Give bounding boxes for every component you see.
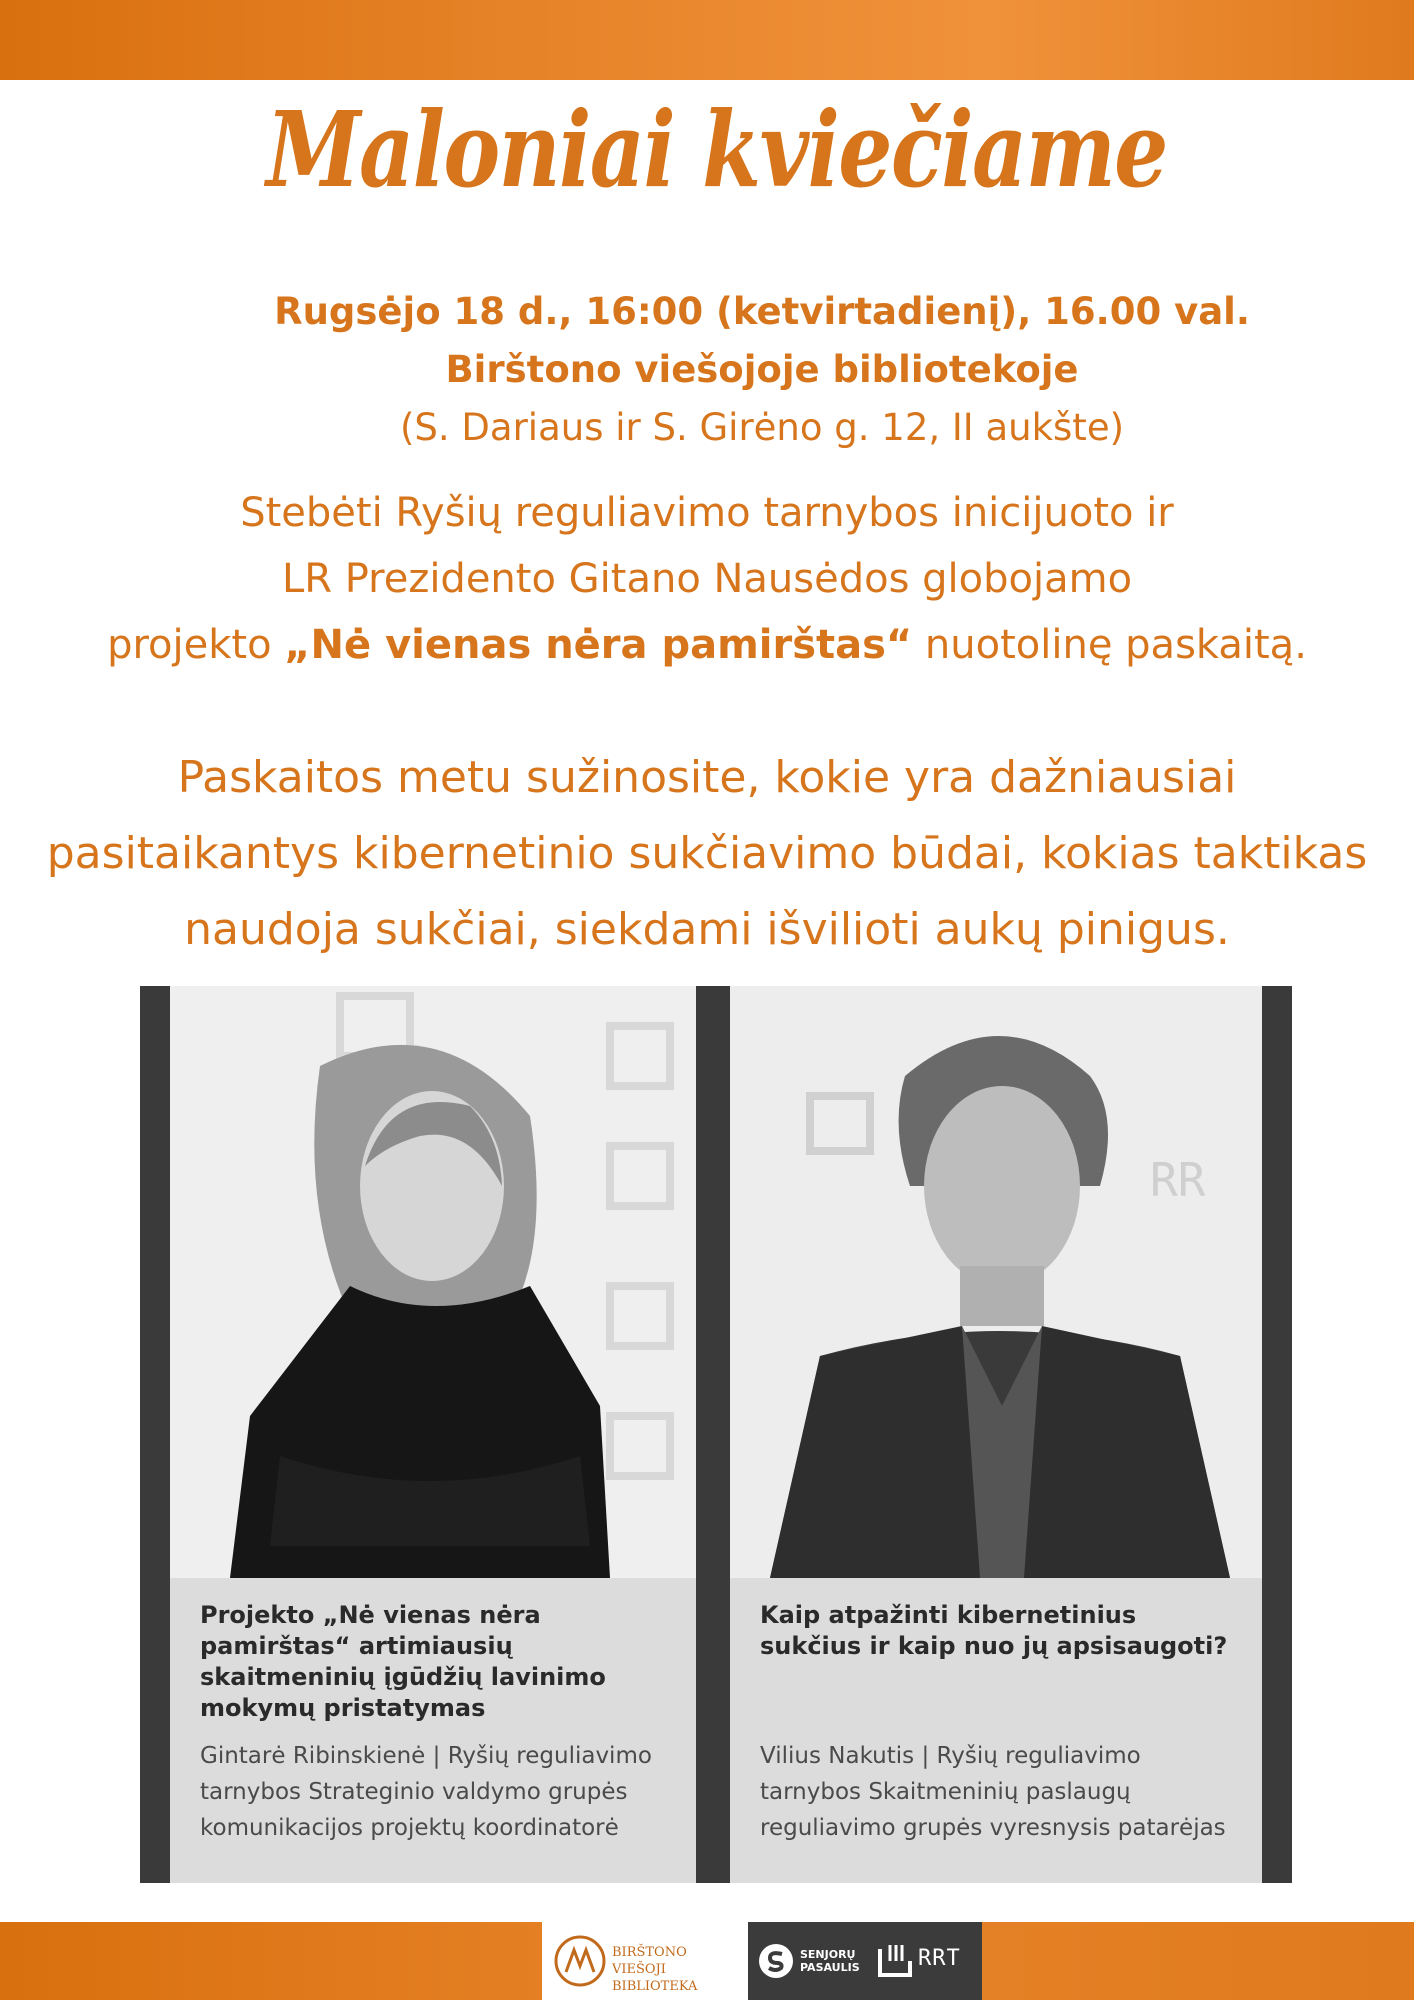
event-date: Rugsėjo 18 d., 16:00 (ketvirtadienį), 16.00 val. [274,290,1250,333]
speaker-card-2 [730,986,1262,1883]
speakers-panel [140,986,1292,1883]
talk-title-2: Kaip atpažinti kibernetinius sukčius ir kaip nuo jų apsisaugoti? [760,1601,1228,1660]
event-venue: Birštono viešojoje bibliotekoje [445,348,1079,391]
woman-portrait-icon [170,986,696,1578]
speaker-card-1 [170,986,696,1883]
man-portrait-icon [730,986,1262,1578]
svg-text:RR: RR [1150,1153,1206,1207]
event-address: (S. Dariaus ir S. Girėno g. 12, II aukšte) [399,406,1125,449]
lecture-line: naudoja sukčiai, siekdami išvilioti aukų pinigus. [184,904,1230,955]
description-line: Stebėti Ryšių reguliavimo tarnybos inicijuoto ir [240,490,1174,536]
rrt-logo-text: RRT [918,1946,961,1971]
lecture-line: Paskaitos metu sužinosite, kokie yra dažniausiai [177,752,1237,803]
description-line: projekto „Nė vienas nėra pamirštas“ nuotolinę paskaitą. [107,622,1307,668]
lecture-line: pasitaikantys kibernetinio sukčiavimo būdai, kokias taktikas [46,828,1368,879]
library-logo [542,1922,748,2000]
speaker-info-1: Gintarė Ribinskienė | Ryšių reguliavimo tarnybos Strateginio valdymo grupės komunikacijos projektų koordinatorė [200,1743,652,1841]
speaker-photo-1 [170,986,696,1578]
event-description [0,480,1414,678]
library-logo-text: BIRŠTONO VIEŠOJI BIBLIOTEKA [612,1945,698,1994]
top-banner [0,0,1414,80]
speaker-caption-2 [730,1578,1262,1883]
talk-title-1: Projekto „Nė vienas nėra pamirštas“ artimiausių skaitmeninių įgūdžių lavinimo mokymų pristatymas [200,1601,606,1722]
speaker-photo-2 [730,986,1262,1578]
senior-logo-text: SENJORŲ PASAULIS [800,1948,860,1974]
page-title: Maloniai kviečiame [266,88,1167,211]
speaker-caption-1 [170,1578,696,1883]
lecture-summary [0,740,1414,968]
speaker-info-2: Vilius Nakutis | Ryšių reguliavimo tarnybos Skaitmeninių paslaugų reguliavimo grupės vyresnysis patarėjas [760,1743,1226,1841]
library-emblem-icon [546,1922,610,2000]
rrt-emblem-icon [876,1941,916,1981]
description-line: LR Prezidento Gitano Nausėdos globojamo [281,556,1133,602]
project-name: „Nė vienas nėra pamirštas“ [284,622,913,668]
partner-logos [748,1922,982,2000]
senior-world-icon [756,1941,796,1981]
